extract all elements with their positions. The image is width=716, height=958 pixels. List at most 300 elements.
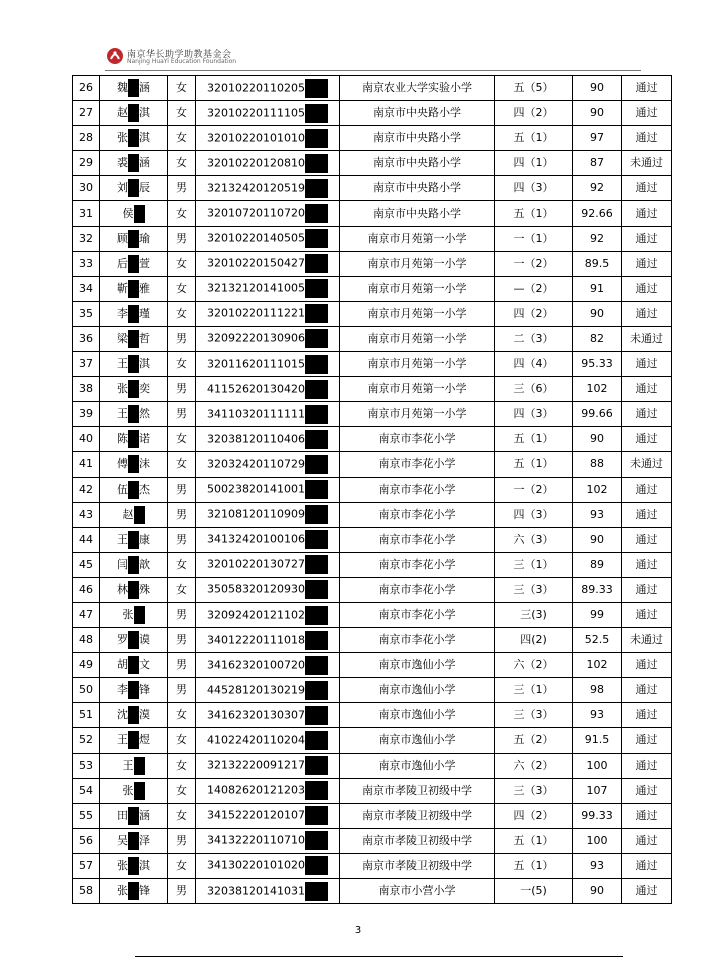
score-cell [573, 201, 622, 226]
given-name-end: 谟 [139, 633, 150, 647]
name-cell [100, 552, 168, 577]
table-row [73, 276, 672, 301]
gender: 男 [176, 181, 187, 195]
table-row [73, 577, 672, 602]
given-name-end: 涵 [139, 808, 150, 822]
score: 90 [590, 306, 604, 320]
school-name: 南京市逸仙小学 [378, 733, 456, 747]
name-cell [100, 703, 168, 728]
gender-cell [168, 602, 196, 627]
page-header [105, 44, 265, 70]
redaction-block [134, 205, 145, 223]
redaction-block [305, 856, 328, 875]
given-name-end: 涵 [139, 156, 150, 170]
result-status: 通过 [635, 482, 658, 496]
given-name-end: 奕 [139, 382, 150, 396]
score-cell [573, 803, 622, 828]
gender-cell [168, 527, 196, 552]
table-row [73, 803, 672, 828]
row-number-cell [73, 101, 100, 126]
row-number: 48 [79, 633, 93, 647]
given-name-end: 淇 [139, 357, 150, 371]
name-cell [100, 427, 168, 452]
gender-cell [168, 879, 196, 904]
grade-class: 四（4） [513, 357, 554, 371]
school-cell [340, 151, 495, 176]
row-number-cell [73, 853, 100, 878]
gender: 男 [176, 231, 187, 245]
id-cell [196, 276, 340, 301]
redaction-block [305, 304, 328, 323]
school-cell [340, 452, 495, 477]
id-cell [196, 653, 340, 678]
grade-cell [495, 678, 573, 703]
gender-cell [168, 628, 196, 653]
name-cell [100, 151, 168, 176]
redaction-block [305, 329, 328, 348]
gender-cell [168, 251, 196, 276]
redaction-block [305, 405, 328, 424]
school-cell [340, 502, 495, 527]
gender: 女 [176, 708, 187, 722]
gender-cell [168, 301, 196, 326]
grade-cell [495, 452, 573, 477]
name-cell [100, 251, 168, 276]
result-status: 通过 [635, 507, 658, 521]
redaction-block [305, 631, 328, 650]
row-number-cell [73, 326, 100, 351]
gender: 女 [176, 81, 187, 95]
row-number-cell [73, 778, 100, 803]
redaction-block [305, 606, 328, 625]
name-cell [100, 502, 168, 527]
gender: 男 [176, 482, 187, 496]
result-cell [622, 76, 672, 101]
row-number: 53 [79, 758, 93, 772]
school-cell [340, 753, 495, 778]
id-number: 34132420100106 [207, 532, 305, 546]
school-name: 南京市李花小学 [378, 457, 456, 471]
school-cell [340, 728, 495, 753]
result-cell [622, 728, 672, 753]
redaction-block [128, 355, 139, 373]
row-number-cell [73, 151, 100, 176]
row-number-cell [73, 552, 100, 577]
row-number-cell [73, 753, 100, 778]
given-name-end: 沫 [139, 457, 150, 471]
score: 89.33 [581, 582, 613, 596]
gender: 男 [176, 532, 187, 546]
id-number: 32010220120810 [207, 156, 305, 170]
name-cell [100, 176, 168, 201]
score: 89.5 [584, 256, 610, 270]
id-cell [196, 577, 340, 602]
result-cell [622, 301, 672, 326]
school-cell [340, 176, 495, 201]
score: 90 [590, 106, 604, 120]
school-cell [340, 628, 495, 653]
table-row [73, 778, 672, 803]
id-number: 34132220110710 [207, 833, 305, 847]
result-status: 通过 [635, 106, 658, 120]
grade-cell [495, 653, 573, 678]
surname: 伍 [117, 482, 128, 496]
name-cell [100, 201, 168, 226]
given-name-end: 辰 [139, 181, 150, 195]
gender-cell [168, 201, 196, 226]
grade-class: 四（3） [513, 507, 554, 521]
school-cell [340, 226, 495, 251]
result-status: 通过 [635, 256, 658, 270]
id-cell [196, 251, 340, 276]
grade-cell [495, 703, 573, 728]
result-cell [622, 126, 672, 151]
row-number-cell [73, 226, 100, 251]
score: 98 [590, 683, 604, 697]
grade-cell [495, 276, 573, 301]
row-number-cell [73, 301, 100, 326]
table-row [73, 728, 672, 753]
id-number: 35058320120930 [207, 582, 305, 596]
gender: 女 [176, 306, 187, 320]
score: 88 [590, 457, 604, 471]
gender: 男 [176, 608, 187, 622]
result-status: 通过 [635, 81, 658, 95]
redaction-block [128, 129, 139, 147]
score: 95.33 [581, 357, 613, 371]
row-number-cell [73, 201, 100, 226]
school-cell [340, 879, 495, 904]
redaction-block [128, 531, 139, 549]
given-name-end: 锋 [139, 884, 150, 898]
gender: 女 [176, 131, 187, 145]
result-cell [622, 703, 672, 728]
school-cell [340, 527, 495, 552]
score-cell [573, 477, 622, 502]
gender: 男 [176, 382, 187, 396]
gender-cell [168, 452, 196, 477]
id-cell [196, 502, 340, 527]
id-cell [196, 76, 340, 101]
score-cell [573, 753, 622, 778]
row-number-cell [73, 502, 100, 527]
result-status: 通过 [635, 658, 658, 672]
table-row [73, 527, 672, 552]
score-cell [573, 678, 622, 703]
school-name: 南京市月苑第一小学 [367, 281, 467, 295]
grade-cell [495, 602, 573, 627]
name-cell [100, 226, 168, 251]
result-status: 通过 [635, 357, 658, 371]
result-cell [622, 101, 672, 126]
id-number: 32010220130727 [207, 557, 305, 571]
result-cell [622, 552, 672, 577]
score: 82 [590, 331, 604, 345]
result-status: 未通过 [630, 156, 663, 170]
school-name: 南京市李花小学 [378, 532, 456, 546]
redaction-block [305, 154, 328, 173]
grade-class: 三（3） [513, 708, 554, 722]
row-number: 51 [79, 708, 93, 722]
result-cell [622, 527, 672, 552]
table-row [73, 377, 672, 402]
score-cell [573, 427, 622, 452]
name-cell [100, 853, 168, 878]
row-number: 26 [79, 81, 93, 95]
gender-cell [168, 276, 196, 301]
row-number-cell [73, 251, 100, 276]
grade-class: 六（3） [513, 532, 554, 546]
result-cell [622, 477, 672, 502]
result-status: 通过 [635, 407, 658, 421]
name-cell [100, 803, 168, 828]
school-name: 南京市孝陵卫初级中学 [362, 858, 472, 872]
table-row [73, 602, 672, 627]
result-cell [622, 201, 672, 226]
result-cell [622, 402, 672, 427]
gender-cell [168, 326, 196, 351]
id-cell [196, 226, 340, 251]
row-number-cell [73, 602, 100, 627]
redaction-block [128, 405, 139, 423]
school-cell [340, 703, 495, 728]
school-cell [340, 803, 495, 828]
result-cell [622, 602, 672, 627]
gender: 男 [176, 633, 187, 647]
school-cell [340, 778, 495, 803]
school-cell [340, 326, 495, 351]
redaction-block [128, 481, 139, 499]
score: 100 [586, 833, 608, 847]
school-name: 南京市逸仙小学 [378, 708, 456, 722]
id-number: 32132420120519 [207, 181, 305, 195]
result-status: 通过 [635, 131, 658, 145]
school-name: 南京市李花小学 [378, 432, 456, 446]
score: 89 [590, 557, 604, 571]
gender-cell [168, 402, 196, 427]
surname: 张 [117, 858, 128, 872]
id-cell [196, 828, 340, 853]
score: 93 [590, 708, 604, 722]
school-cell [340, 828, 495, 853]
grade-cell [495, 76, 573, 101]
score-cell [573, 728, 622, 753]
name-cell [100, 402, 168, 427]
result-status: 通过 [635, 281, 658, 295]
id-cell [196, 703, 340, 728]
row-number: 29 [79, 156, 93, 170]
surname: 靳 [117, 281, 128, 295]
grade-cell [495, 377, 573, 402]
gender-cell [168, 377, 196, 402]
name-cell [100, 602, 168, 627]
id-number: 32010220101010 [207, 131, 305, 145]
school-name: 南京市逸仙小学 [378, 758, 456, 772]
grade-cell [495, 753, 573, 778]
school-name: 南京市中央路小学 [373, 206, 461, 220]
score-cell [573, 326, 622, 351]
redaction-block [305, 505, 328, 524]
result-status: 通过 [635, 733, 658, 747]
row-number: 57 [79, 858, 93, 872]
score: 107 [586, 783, 608, 797]
grade-class: 五（1） [513, 131, 554, 145]
grade-class: 一（2） [513, 482, 554, 496]
id-number: 34130220101020 [207, 858, 305, 872]
surname: 侯 [122, 206, 134, 220]
redaction-block [128, 455, 139, 473]
grade-class: 五（1） [513, 833, 554, 847]
school-cell [340, 301, 495, 326]
grade-class: 五（1） [513, 432, 554, 446]
table-row [73, 301, 672, 326]
school-cell [340, 276, 495, 301]
id-number: 32032420110729 [207, 457, 305, 471]
result-cell [622, 678, 672, 703]
school-cell [340, 126, 495, 151]
surname: 陈 [117, 432, 128, 446]
grade-class: 四(2) [520, 633, 547, 647]
score: 99.33 [581, 808, 613, 822]
id-number: 50023820141001 [207, 482, 305, 496]
redaction-block [305, 731, 328, 750]
school-name: 南京市孝陵卫初级中学 [362, 833, 472, 847]
result-status: 未通过 [630, 633, 663, 647]
row-number-cell [73, 628, 100, 653]
score-cell [573, 101, 622, 126]
score: 93 [590, 507, 604, 521]
row-number: 58 [79, 884, 93, 898]
surname: 张 [122, 608, 134, 622]
row-number: 32 [79, 231, 93, 245]
result-status: 通过 [635, 608, 658, 622]
redaction-block [128, 255, 139, 273]
row-number-cell [73, 728, 100, 753]
grade-class: 三(3) [520, 608, 547, 622]
score: 92 [590, 181, 604, 195]
score-cell [573, 452, 622, 477]
school-name: 南京市李花小学 [378, 608, 456, 622]
name-cell [100, 653, 168, 678]
result-cell [622, 352, 672, 377]
gender: 男 [176, 407, 187, 421]
table-row [73, 703, 672, 728]
result-status: 通过 [635, 833, 658, 847]
school-name: 南京市李花小学 [378, 582, 456, 596]
grade-class: 六（2） [513, 658, 554, 672]
page-number: 3 [354, 925, 362, 936]
footer-divider [135, 956, 623, 957]
name-cell [100, 477, 168, 502]
school-name: 南京市中央路小学 [373, 181, 461, 195]
score-cell [573, 76, 622, 101]
name-cell [100, 577, 168, 602]
id-number: 41022420110204 [207, 733, 305, 747]
school-name: 南京市逸仙小学 [378, 658, 456, 672]
gender-cell [168, 176, 196, 201]
surname: 张 [117, 884, 128, 898]
surname: 王 [117, 532, 128, 546]
id-cell [196, 552, 340, 577]
result-status: 通过 [635, 206, 658, 220]
result-cell [622, 251, 672, 276]
score: 91 [590, 281, 604, 295]
result-cell [622, 276, 672, 301]
surname: 赵 [117, 106, 128, 120]
roster-body [73, 76, 672, 904]
table-row [73, 678, 672, 703]
grade-class: 三（6） [513, 382, 554, 396]
given-name-end: 漠 [139, 708, 150, 722]
redaction-block [305, 756, 328, 775]
grade-class: 一(5) [520, 884, 547, 898]
result-cell [622, 753, 672, 778]
score-cell [573, 577, 622, 602]
row-number: 44 [79, 532, 93, 546]
row-number: 28 [79, 131, 93, 145]
surname: 傅 [117, 457, 128, 471]
surname: 赵 [122, 507, 134, 521]
given-name-end: 哲 [139, 331, 150, 345]
grade-cell [495, 201, 573, 226]
row-number-cell [73, 276, 100, 301]
row-number: 54 [79, 783, 93, 797]
given-name-end: 文 [139, 658, 150, 672]
table-row [73, 552, 672, 577]
result-status: 通过 [635, 181, 658, 195]
row-number-cell [73, 703, 100, 728]
row-number: 30 [79, 181, 93, 195]
id-cell [196, 477, 340, 502]
row-number: 39 [79, 407, 93, 421]
row-number: 27 [79, 106, 93, 120]
score-cell [573, 628, 622, 653]
row-number: 42 [79, 482, 93, 496]
school-cell [340, 678, 495, 703]
table-row [73, 628, 672, 653]
school-cell [340, 853, 495, 878]
grade-class: —（2） [513, 281, 554, 295]
table-row [73, 352, 672, 377]
school-cell [340, 101, 495, 126]
id-cell [196, 879, 340, 904]
gender: 女 [176, 106, 187, 120]
redaction-block [128, 430, 139, 448]
score-cell [573, 703, 622, 728]
result-status: 通过 [635, 432, 658, 446]
grade-cell [495, 527, 573, 552]
surname: 王 [117, 357, 128, 371]
surname: 梁 [117, 331, 128, 345]
score-cell [573, 352, 622, 377]
result-status: 通过 [635, 808, 658, 822]
grade-cell [495, 879, 573, 904]
result-cell [622, 879, 672, 904]
redaction-block [305, 831, 328, 850]
table-row [73, 502, 672, 527]
given-name-end: 雅 [139, 281, 150, 295]
redaction-block [128, 330, 139, 348]
id-cell [196, 377, 340, 402]
grade-cell [495, 552, 573, 577]
surname: 林 [117, 582, 128, 596]
row-number-cell [73, 653, 100, 678]
result-cell [622, 326, 672, 351]
redaction-block [128, 581, 139, 599]
grade-cell [495, 301, 573, 326]
result-cell [622, 377, 672, 402]
school-name: 南京农业大学实验小学 [362, 81, 472, 95]
